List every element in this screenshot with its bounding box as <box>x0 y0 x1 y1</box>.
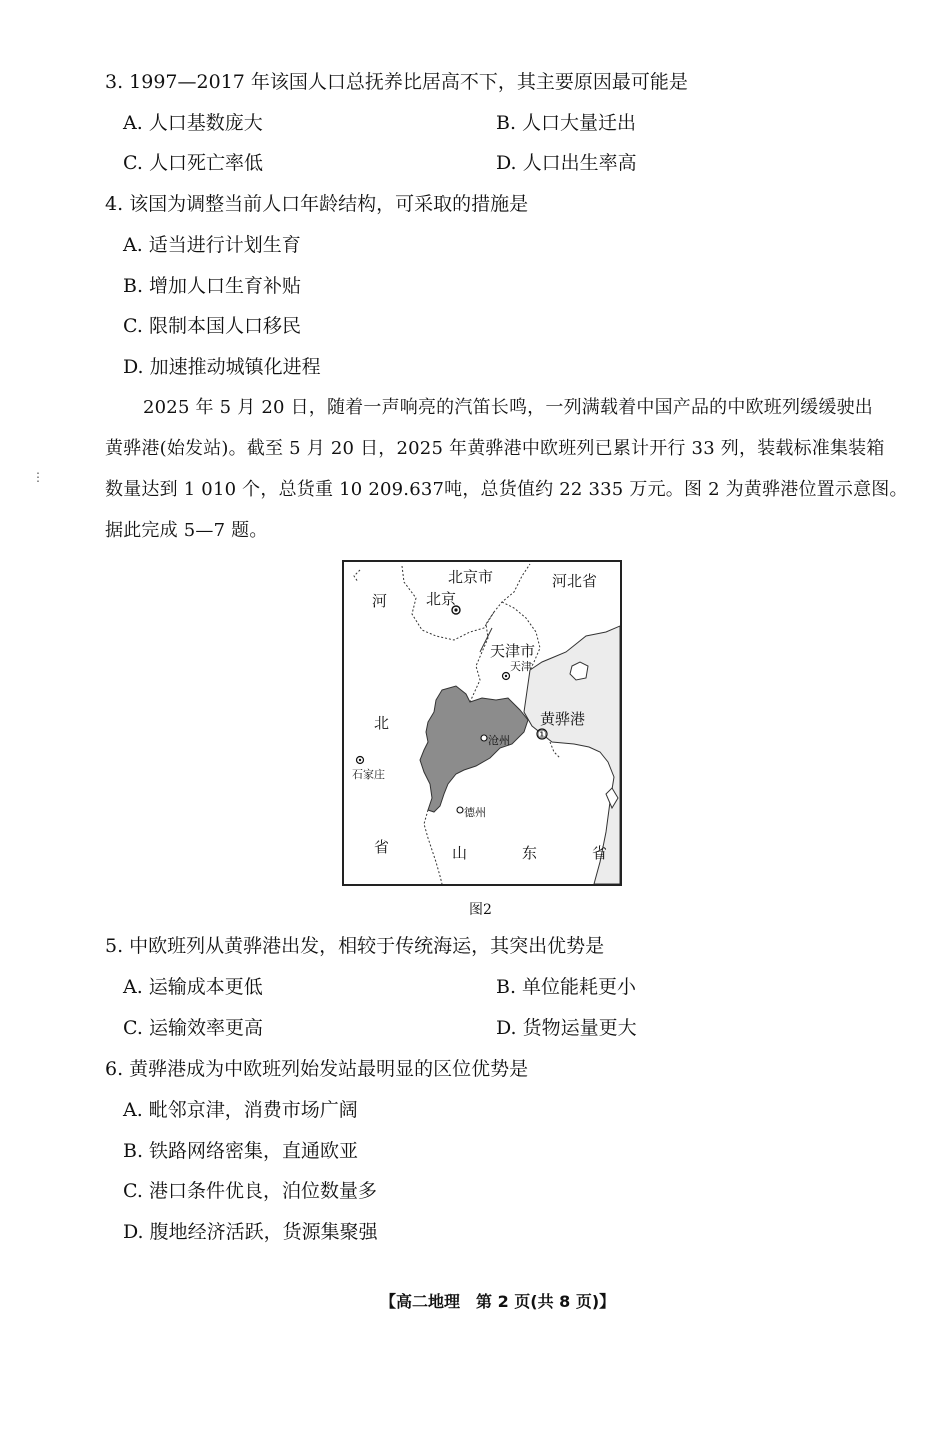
passage-line-2: 黄骅港(始发站)。截至 5 月 20 日，2025 年黄骅港中欧班列已累计开行 33 列，装载标准集装箱 <box>105 438 885 459</box>
question-3-option-c: C. 人口死亡率低 <box>123 152 263 174</box>
question-5-option-c: C. 运输效率更高 <box>123 1017 263 1039</box>
passage-line-1: 2025 年 5 月 20 日，随着一声响亮的汽笛长鸣，一列满载着中国产品的中欧班列缓缓驶出 <box>143 397 873 418</box>
label-tianjin: 天津 <box>510 660 532 673</box>
label-sheng-1: 省 <box>374 838 390 856</box>
passage-line-3: 数量达到 1 010 个，总货重 10 209.637吨，总货值约 22 335 万元。图 2 为黄骅港位置示意图。 <box>105 479 908 500</box>
label-shan: 山 <box>452 844 468 862</box>
question-5-option-a: A. 运输成本更低 <box>123 976 263 998</box>
huanghua-port-location-map <box>342 560 622 886</box>
question-5-stem: 5. 中欧班列从黄骅港出发，相较于传统海运，其突出优势是 <box>105 935 605 957</box>
label-huanghua-port: 黄骅港 <box>540 710 586 728</box>
label-dong: 东 <box>522 844 538 862</box>
question-4-option-b: B. 增加人口生育补贴 <box>123 275 302 297</box>
question-6-option-a: A. 毗邻京津，消费市场广阔 <box>123 1099 358 1121</box>
question-6-stem: 6. 黄骅港成为中欧班列始发站最明显的区位优势是 <box>105 1058 529 1080</box>
label-beijing: 北京 <box>426 590 457 608</box>
passage-line-4: 据此完成 5—7 题。 <box>105 520 268 541</box>
label-sheng-2: 省 <box>592 844 608 862</box>
dezhou-marker <box>457 807 463 813</box>
label-cangzhou: 沧州 <box>488 734 510 747</box>
question-5-option-b: B. 单位能耗更小 <box>496 976 637 998</box>
question-4-option-c: C. 限制本国人口移民 <box>123 315 301 337</box>
question-3-stem: 3. 1997—2017 年该国人口总抚养比居高不下，其主要原因最可能是 <box>105 71 688 93</box>
page-footer: 【高二地理 第 2 页(共 8 页)】 <box>380 1292 616 1311</box>
question-5-option-d: D. 货物运量更大 <box>496 1017 637 1039</box>
label-he: 河 <box>372 592 388 610</box>
question-3-option-d: D. 人口出生率高 <box>496 152 637 174</box>
question-4-option-a: A. 适当进行计划生育 <box>123 234 301 256</box>
label-bei: 北 <box>374 714 390 732</box>
scan-mark: ⋮ <box>32 470 44 484</box>
shandong-boundary <box>424 810 442 884</box>
label-beijing-city: 北京市 <box>448 568 494 586</box>
question-3-option-b: B. 人口大量迁出 <box>496 112 637 134</box>
question-6-option-c: C. 港口条件优良，泊位数量多 <box>123 1180 377 1202</box>
question-6-option-b: B. 铁路网络密集，直通欧亚 <box>123 1140 359 1162</box>
cangzhou-shaded-region <box>420 686 528 812</box>
figure-caption: 图2 <box>469 902 492 918</box>
question-4-option-d: D. 加速推动城镇化进程 <box>123 356 321 378</box>
label-tianjin-city: 天津市 <box>490 642 536 660</box>
question-4-stem: 4. 该国为调整当前人口年龄结构，可采取的措施是 <box>105 193 529 215</box>
cangzhou-marker <box>481 735 487 741</box>
label-hebei-province: 河北省 <box>552 572 598 590</box>
question-6-option-d: D. 腹地经济活跃，货源集聚强 <box>123 1221 378 1243</box>
label-dezhou: 德州 <box>464 806 486 819</box>
label-port-symbol: ① <box>537 728 547 741</box>
label-shijiazhuang: 石家庄 <box>352 768 385 781</box>
question-3-option-a: A. 人口基数庞大 <box>123 112 263 134</box>
